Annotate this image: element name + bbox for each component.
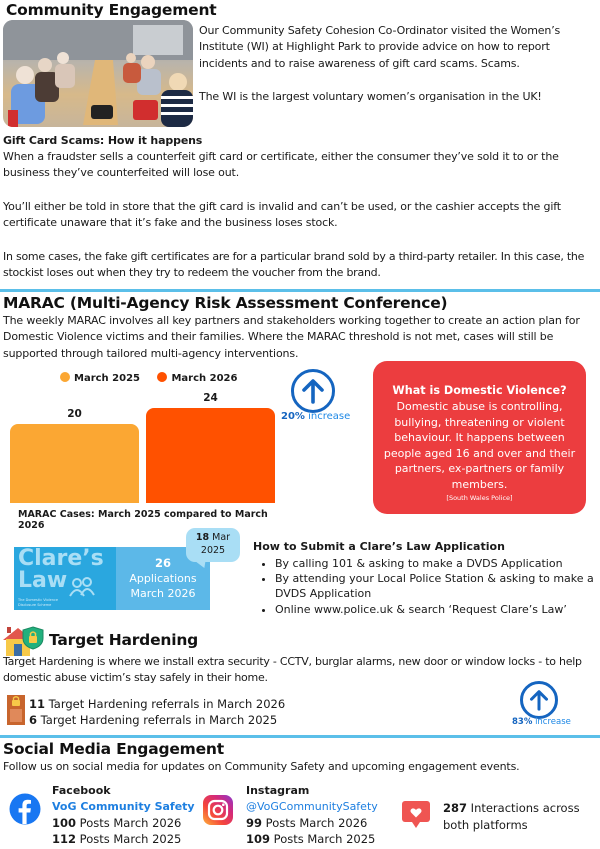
stat-2026-text: Target Hardening referrals in March 2026 (45, 697, 286, 711)
clares-law-how-title: How to Submit a Clare’s Law Application (253, 540, 505, 553)
stat-2026-number: 11 (29, 697, 46, 711)
applications-period: March 2026 (130, 587, 196, 600)
chart-data-label: 20 (67, 407, 82, 420)
applications-count: 26 (154, 556, 171, 570)
th-increase-word: increase (535, 717, 571, 727)
interactions-stat (443, 800, 583, 833)
social-description: Follow us on social media for updates on Community Safety and upcoming engagement events. (3, 760, 520, 773)
marac-description: The weekly MARAC involves all key partners and stakeholders working together to create an action plan for Domestic Violence victims and their families. Where the MARAC threshold is not met, cases will still be supported through tailored multi-agency interventions. (3, 314, 580, 360)
legend-label: March 2025 (74, 373, 140, 384)
th-increase-pct: 83% (512, 717, 533, 727)
instagram-icon[interactable] (203, 795, 233, 825)
bubble-month: Mar (212, 532, 231, 543)
chart-bar-march-2026 (146, 408, 275, 503)
fb-posts-2025-text: Posts March 2025 (76, 832, 182, 846)
stat-2025-number: 6 (29, 713, 38, 727)
community-photo (3, 20, 193, 127)
interactions-number: 287 (443, 801, 468, 815)
fb-posts-2026-number: 100 (52, 816, 77, 830)
marac-increase-text (281, 411, 350, 422)
target-hardening-stat-2026 (29, 696, 285, 712)
stat-2025-text: Target Hardening referrals in March 2025 (37, 713, 278, 727)
gift-card-scams-paragraph-2: You’ll either be told in store that the gift card is invalid and can’t be used, or the cashier accepts the gift certificate unaware that it’s fake and the business loses stock. (3, 200, 561, 230)
facebook-handle-link[interactable]: VoG Community Safety (52, 800, 195, 813)
how-item: • By calling 101 & asking to make a DVDS Application (275, 556, 598, 571)
clares-law-logo-line1: Clare’s (18, 546, 104, 571)
dv-box-body: Domestic abuse is controlling, bullying, threatening or violent behaviour. It happens between people aged 16 and over and their partners, ex-partners or family members. (383, 400, 576, 491)
facebook-posts-2025 (52, 831, 181, 847)
door-lock-icon (6, 694, 26, 726)
dv-box-source: [South Wales Police] (446, 493, 513, 502)
community-intro-paragraph-1: Our Community Safety Cohesion Co-Ordinator visited the Women’s Institute (WI) at Highlight Park to provide advice on how to report incidents and to raise awareness of gift card scams. Scams. (199, 24, 561, 70)
section-divider (0, 289, 600, 292)
marac-increase-word: increase (308, 411, 351, 422)
bubble-year: 2025 (200, 545, 226, 556)
target-hardening-title: Target Hardening (49, 631, 199, 649)
clares-law-logo-subtitle: The Domestic Violence Disclosure Scheme (18, 598, 59, 607)
instagram-posts-2026 (246, 815, 367, 831)
gift-card-scams-heading: Gift Card Scams: How it happens (3, 134, 203, 147)
facebook-icon[interactable] (9, 793, 41, 825)
instagram-platform-label: Instagram (246, 784, 310, 797)
target-hardening-description: Target Hardening is where we install extra security - CCTV, burglar alarms, new door or window locks - to help domestic abuse victim’s stay safely in their home. (3, 655, 582, 685)
chart-title: MARAC Cases: March 2025 compared to March 2026 (18, 509, 268, 531)
dv-box-title: What is Domestic Violence? (392, 384, 567, 397)
target-hardening-increase-text (512, 717, 571, 727)
domestic-violence-info-box (373, 361, 586, 514)
social-title: Social Media Engagement (3, 740, 224, 758)
marac-increase-arrow-icon (291, 369, 335, 413)
facebook-platform-label: Facebook (52, 784, 111, 797)
community-title: Community Engagement (6, 1, 217, 19)
heart-notification-icon (402, 801, 430, 829)
chart-bars (0, 368, 280, 503)
chart-bar-march-2025 (10, 424, 139, 503)
community-intro-paragraph-2: The WI is the largest voluntary women’s organisation in the UK! (199, 90, 542, 103)
ig-posts-2026-text: Posts March 2026 (262, 816, 368, 830)
clares-law-logo-line2: Law (18, 568, 68, 593)
ig-posts-2025-text: Posts March 2025 (270, 832, 376, 846)
gift-card-scams-paragraph-1: When a fraudster sells a counterfeit gift card or certificate, either the consumer they’ve sold it to or the business they’ve counterfeited will lose out. (3, 150, 559, 180)
legend-label: March 2026 (171, 373, 238, 384)
section-divider (0, 735, 600, 738)
fb-posts-2026-text: Posts March 2026 (76, 816, 182, 830)
photo-illustration (3, 20, 193, 127)
date-speech-bubble (186, 528, 240, 562)
ig-posts-2025-number: 109 (246, 832, 271, 846)
target-hardening-increase-arrow-icon (520, 681, 558, 719)
fb-posts-2025-number: 112 (52, 832, 77, 846)
target-hardening-stat-2025 (29, 712, 277, 728)
how-item: • Online www.police.uk & search ‘Request Clare’s Law’ (275, 602, 598, 617)
marac-chart (0, 368, 280, 531)
how-item: • By attending your Local Police Station & asking to make a DVDS Application (275, 571, 598, 601)
facebook-posts-2026 (52, 815, 181, 831)
instagram-handle-link[interactable]: @VoGCommunitySafety (246, 800, 378, 813)
marac-increase-pct: 20% (281, 411, 305, 422)
house-shield-icon (3, 625, 45, 657)
bubble-day: 18 (195, 532, 210, 543)
applications-label: Applications (129, 572, 197, 585)
people-icon (68, 576, 96, 602)
chart-data-label: 24 (203, 392, 218, 404)
clares-law-how-list (253, 556, 598, 617)
clares-law-logo (14, 547, 116, 610)
interactions-text: Interactions across both platforms (443, 801, 580, 832)
ig-posts-2026-number: 99 (246, 816, 263, 830)
marac-title: MARAC (Multi-Agency Risk Assessment Conference) (3, 294, 448, 312)
instagram-posts-2025 (246, 831, 375, 847)
gift-card-scams-paragraph-3: In some cases, the fake gift certificates are for a particular brand sold by a third-party retailer. In this case, the stockist loses out when they try to redeem the voucher from the brand. (3, 250, 585, 280)
